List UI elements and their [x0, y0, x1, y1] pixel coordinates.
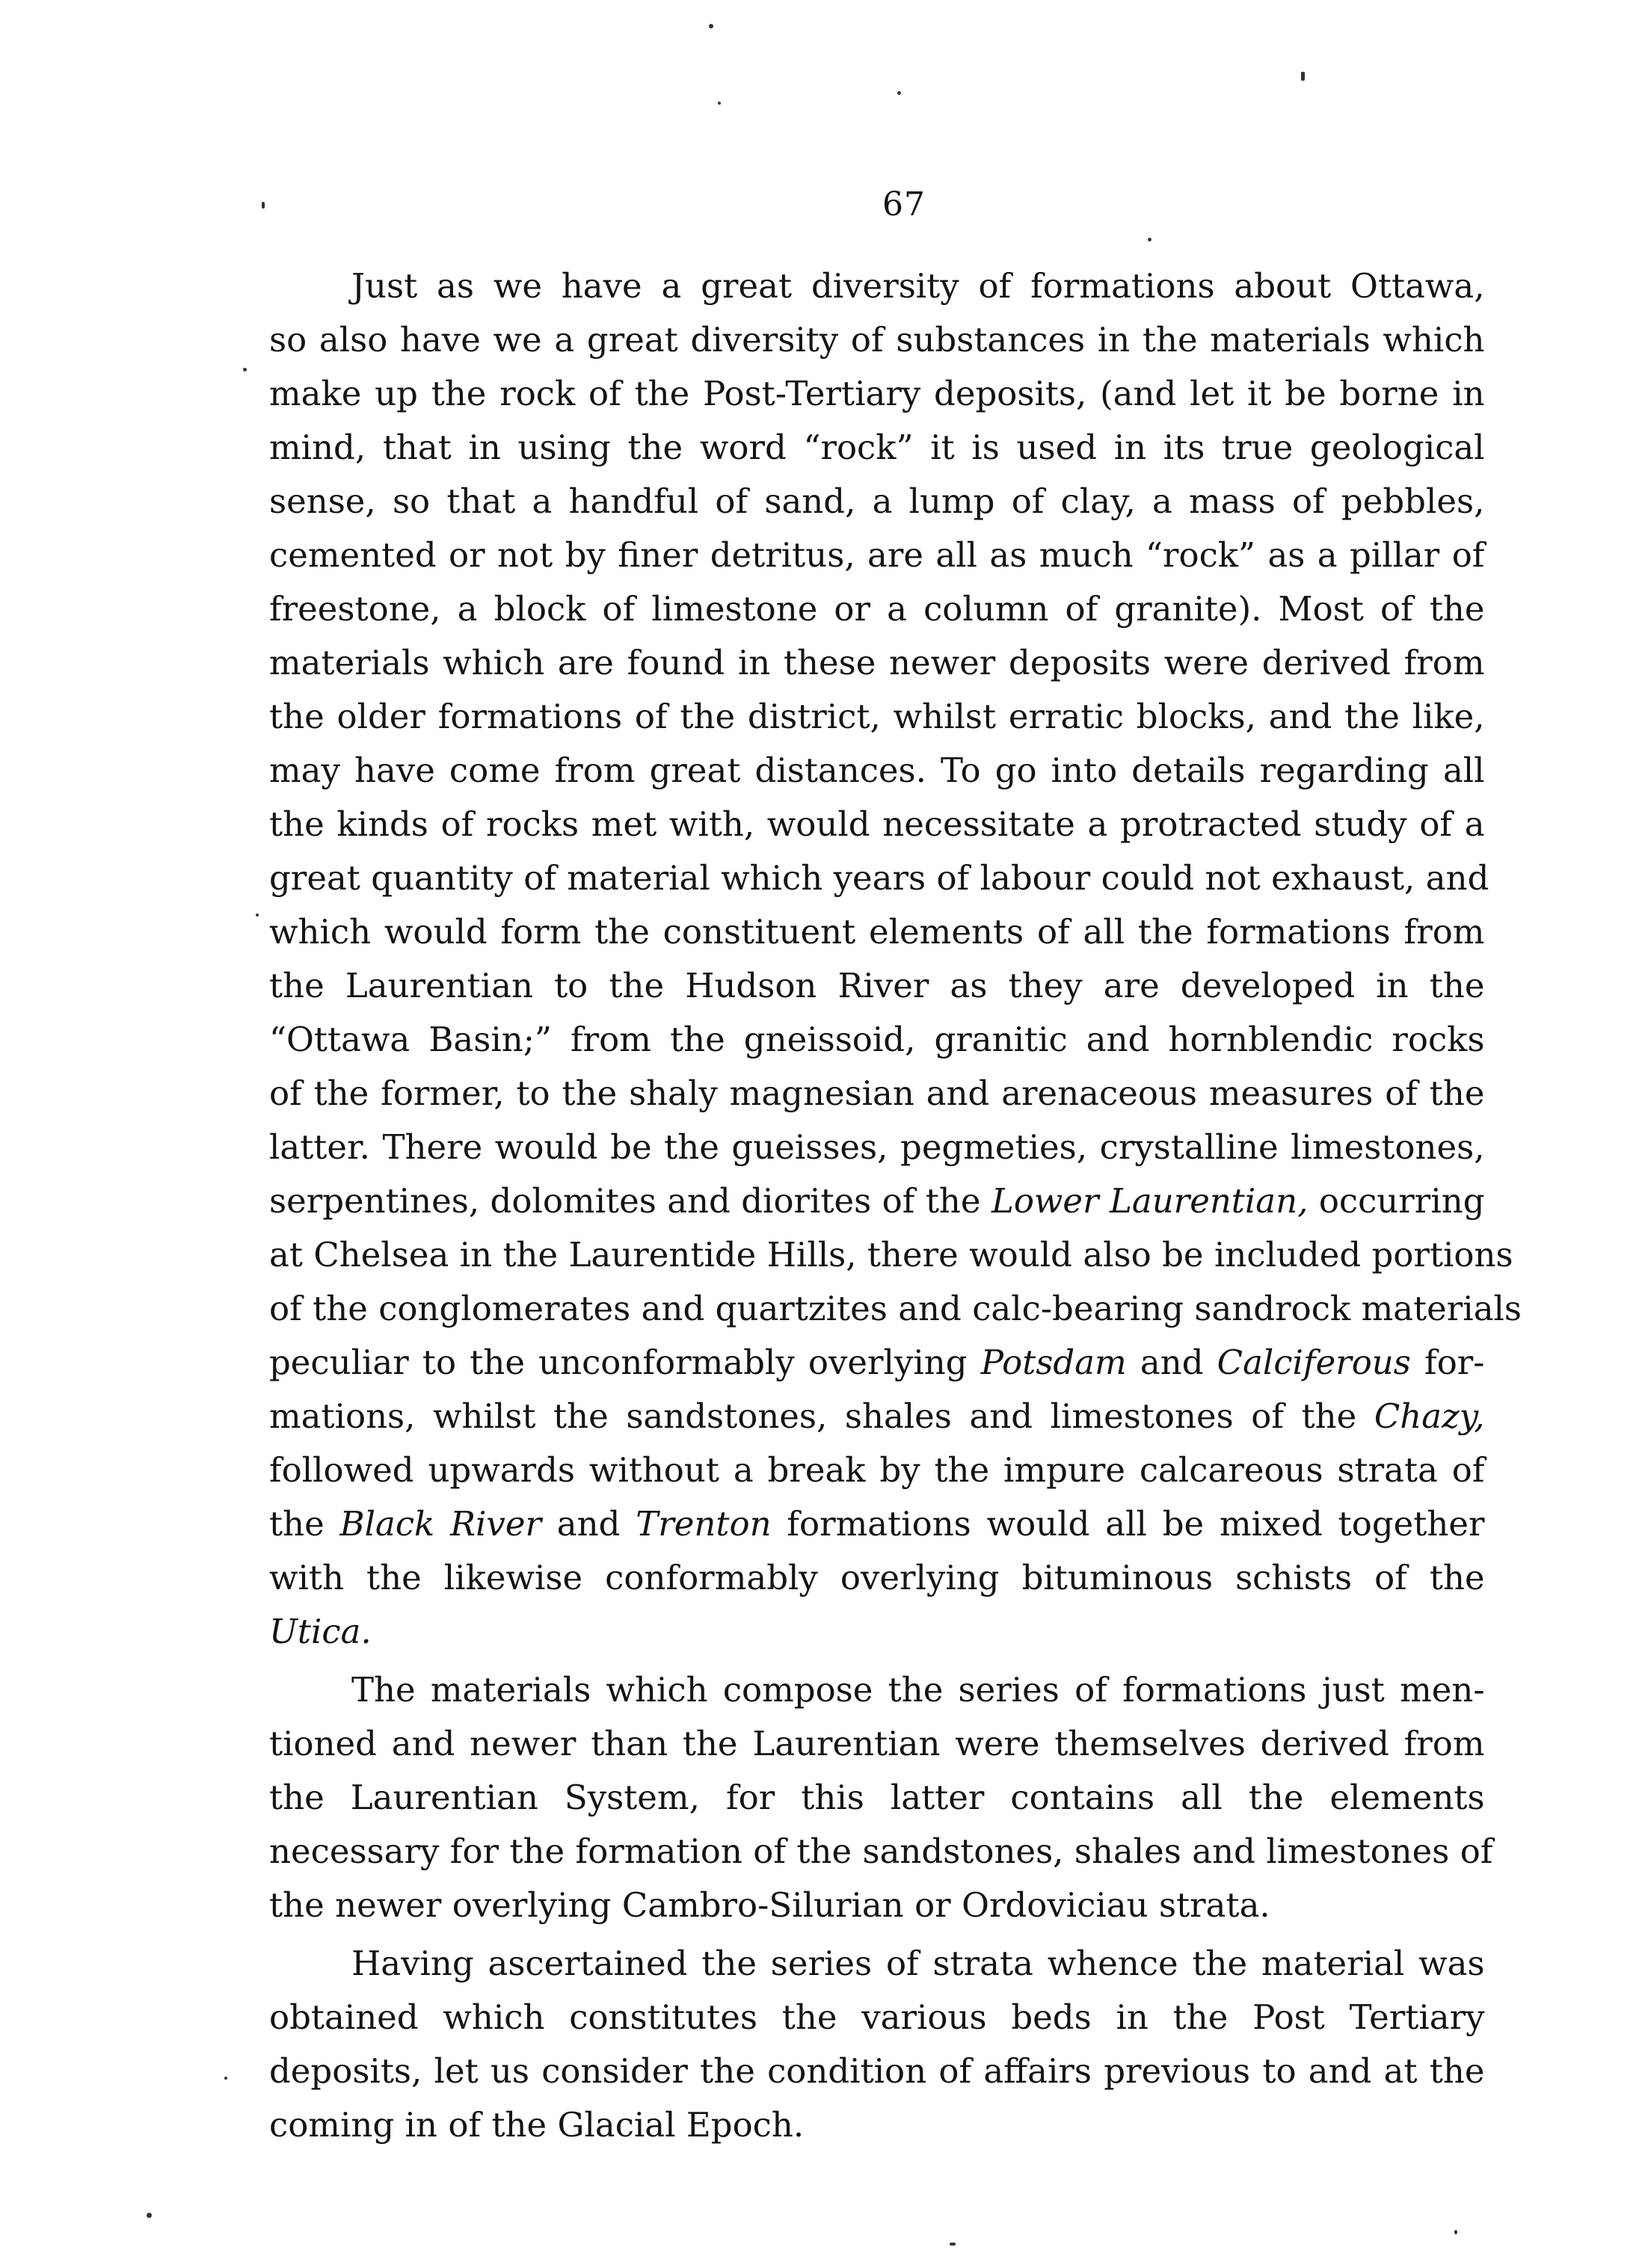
scan-speck — [950, 2243, 956, 2246]
text-line: the older formations of the district, whilst erratic blocks, and the like, — [269, 697, 1485, 736]
scan-speck — [1301, 72, 1305, 81]
text-line: serpentines, dolomites and diorites of the Lower Laurentian, occurring — [269, 1181, 1485, 1221]
text-line: the Black River and Trenton formations would all be mixed together — [269, 1504, 1485, 1544]
scan-speck — [897, 91, 901, 95]
text-line: the newer overlying Cambro-Silurian or Ordoviciau strata. — [269, 1885, 1270, 1925]
text-line: make up the rock of the Post-Tertiary deposits, (and let it be borne in — [269, 374, 1485, 413]
text-line: so also have we a great diversity of substances in the materials which — [269, 320, 1485, 360]
text-line: with the likewise conformably overlying bituminous schists of the — [269, 1558, 1485, 1597]
text-line: latter. There would be the gueisses, pegmeties, crystalline limestones, — [269, 1127, 1485, 1167]
scan-speck — [224, 2077, 227, 2080]
text-line: necessary for the formation of the sandstones, shales and limestones of — [269, 1831, 1493, 1871]
text-line: of the former, to the shaly magnesian and arenaceous measures of the — [269, 1073, 1485, 1113]
text-line: sense, so that a handful of sand, a lump of clay, a mass of pebbles, — [269, 481, 1485, 521]
scan-speck — [256, 913, 259, 916]
text-line: Just as we have a great diversity of formations about Ottawa, — [351, 266, 1485, 306]
text-line: freestone, a block of limestone or a column of granite). Most of the — [269, 589, 1485, 629]
text-line: the Laurentian System, for this latter contains all the elements — [269, 1778, 1485, 1817]
text-line: followed upwards without a break by the impure calcareous strata of — [269, 1450, 1485, 1490]
scan-speck — [1148, 238, 1151, 241]
text-line: obtained which constitutes the various beds in the Post Tertiary — [269, 1997, 1485, 2037]
scan-speck — [718, 102, 721, 105]
text-line: Utica. — [269, 1612, 372, 1651]
text-line: may have come from great distances. To go into details regarding all — [269, 751, 1485, 790]
text-line: the Laurentian to the Hudson River as they are developed in the — [269, 966, 1485, 1005]
text-line: materials which are found in these newer deposits were derived from — [269, 643, 1485, 682]
text-line: cemented or not by finer detritus, are all as much “rock” as a pillar of — [269, 535, 1485, 575]
text-line: coming in of the Glacial Epoch. — [269, 2105, 805, 2145]
text-line: Having ascertained the series of strata whence the material was — [351, 1944, 1485, 1983]
text-line: The materials which compose the series of formations just men- — [351, 1670, 1485, 1710]
scan-speck — [1454, 2230, 1457, 2234]
body-text — [269, 266, 1522, 2159]
page-number: 67 — [882, 185, 926, 224]
text-line: which would form the constituent elements of all the formations from — [269, 912, 1485, 952]
text-line: tioned and newer than the Laurentian were themselves derived from — [269, 1724, 1485, 1763]
scan-speck — [243, 368, 247, 372]
text-line: “Ottawa Basin;” from the gneissoid, granitic and hornblendic rocks — [269, 1020, 1485, 1059]
scan-speck — [262, 202, 265, 209]
text-line: peculiar to the unconformably overlying Potsdam and Calciferous for- — [269, 1343, 1485, 1382]
text-line: the kinds of rocks met with, would necessitate a protracted study of a — [269, 804, 1485, 844]
scan-speck — [147, 2213, 152, 2218]
text-line: mations, whilst the sandstones, shales and limestones of the Chazy, — [269, 1396, 1485, 1436]
text-line: at Chelsea in the Laurentide Hills, there would also be included portions — [269, 1235, 1513, 1275]
scan-speck — [709, 24, 713, 28]
text-line: mind, that in using the word “rock” it is used in its true geological — [269, 428, 1485, 467]
text-line: deposits, let us consider the condition of affairs previous to and at the — [269, 2051, 1485, 2091]
text-line: great quantity of material which years of labour could not exhaust, and — [269, 858, 1489, 898]
text-line: of the conglomerates and quartzites and calc-bearing sandrock materials — [269, 1289, 1522, 1328]
